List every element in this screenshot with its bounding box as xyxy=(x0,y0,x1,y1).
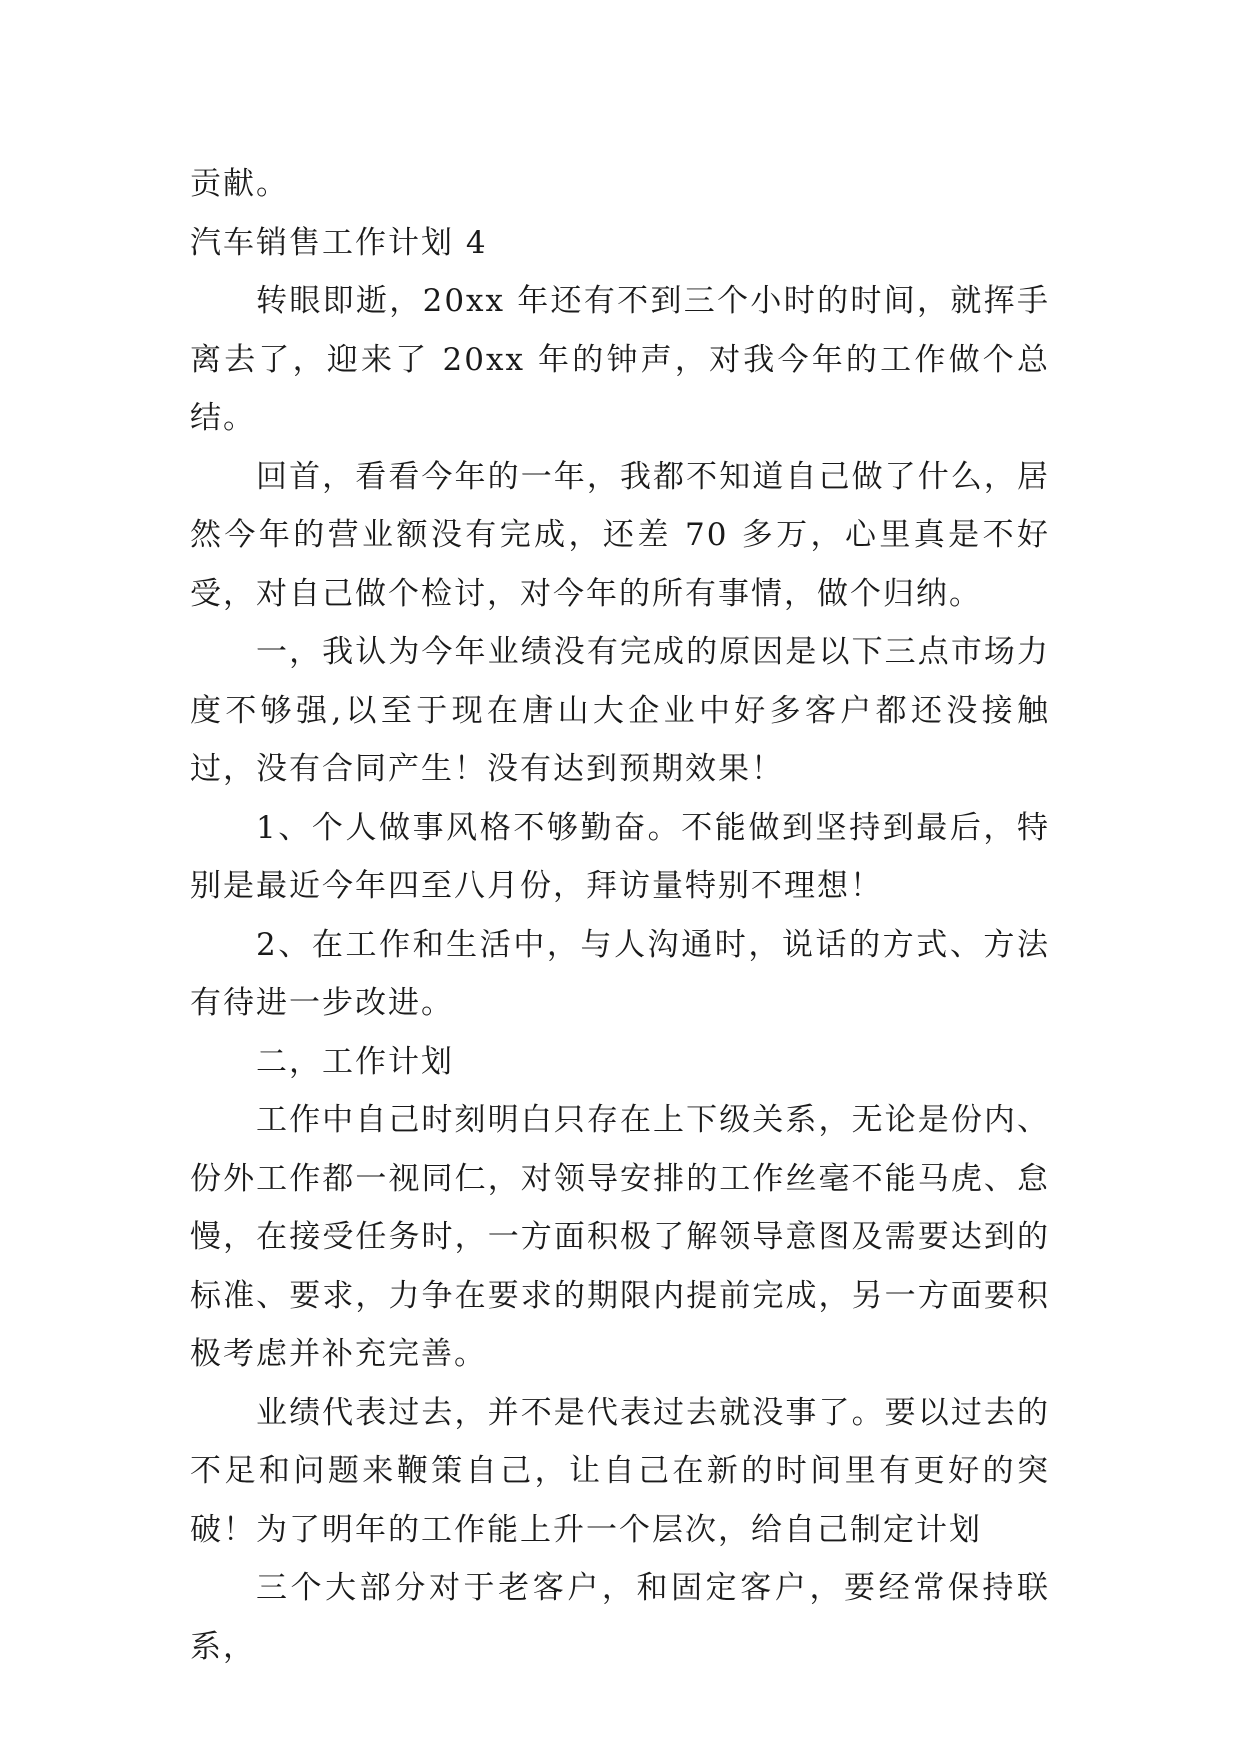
document-body xyxy=(190,155,1050,1676)
paragraph-continuation: 贡献。 xyxy=(190,166,289,202)
paragraph: 转眼即逝，20xx 年还有不到三个小时的时间，就挥手离去了，迎来了 20xx 年的钟声，对我今年的工作做个总结。 xyxy=(190,283,1050,436)
paragraph: 一，我认为今年业绩没有完成的原因是以下三点市场力度不够强,以至于现在唐山大企业中好多客户都还没接触过，没有合同产生！没有达到预期效果！ xyxy=(190,634,1050,787)
list-item: 1、个人做事风格不够勤奋。不能做到坚持到最后，特别是最近今年四至八月份，拜访量特别不理想！ xyxy=(190,809,1050,904)
paragraph: 业绩代表过去，并不是代表过去就没事了。要以过去的不足和问题来鞭策自己，让自己在新的时间里有更好的突破！为了明年的工作能上升一个层次，给自己制定计划 xyxy=(190,1394,1050,1548)
section-title: 汽车销售工作计划 4 xyxy=(190,224,488,261)
paragraph: 回首，看看今年的一年，我都不知道自己做了什么，居然今年的营业额没有完成，还差 70 多万，心里真是不好受，对自己做个检讨，对今年的所有事情，做个归纳。 xyxy=(190,458,1050,612)
subsection-heading: 二，工作计划 xyxy=(256,1043,454,1080)
paragraph: 工作中自己时刻明白只存在上下级关系，无论是份内、份外工作都一视同仁，对领导安排的工作丝毫不能马虎、怠慢，在接受任务时，一方面积极了解领导意图及需要达到的标准、要求，力争在要求的期限内提前完成，另一方面要积极考虑并补充完善。 xyxy=(190,1102,1050,1372)
list-item: 2、在工作和生活中，与人沟通时，说话的方式、方法有待进一步改进。 xyxy=(190,926,1050,1021)
paragraph: 三个大部分对于老客户，和固定客户，要经常保持联系， xyxy=(190,1570,1050,1665)
